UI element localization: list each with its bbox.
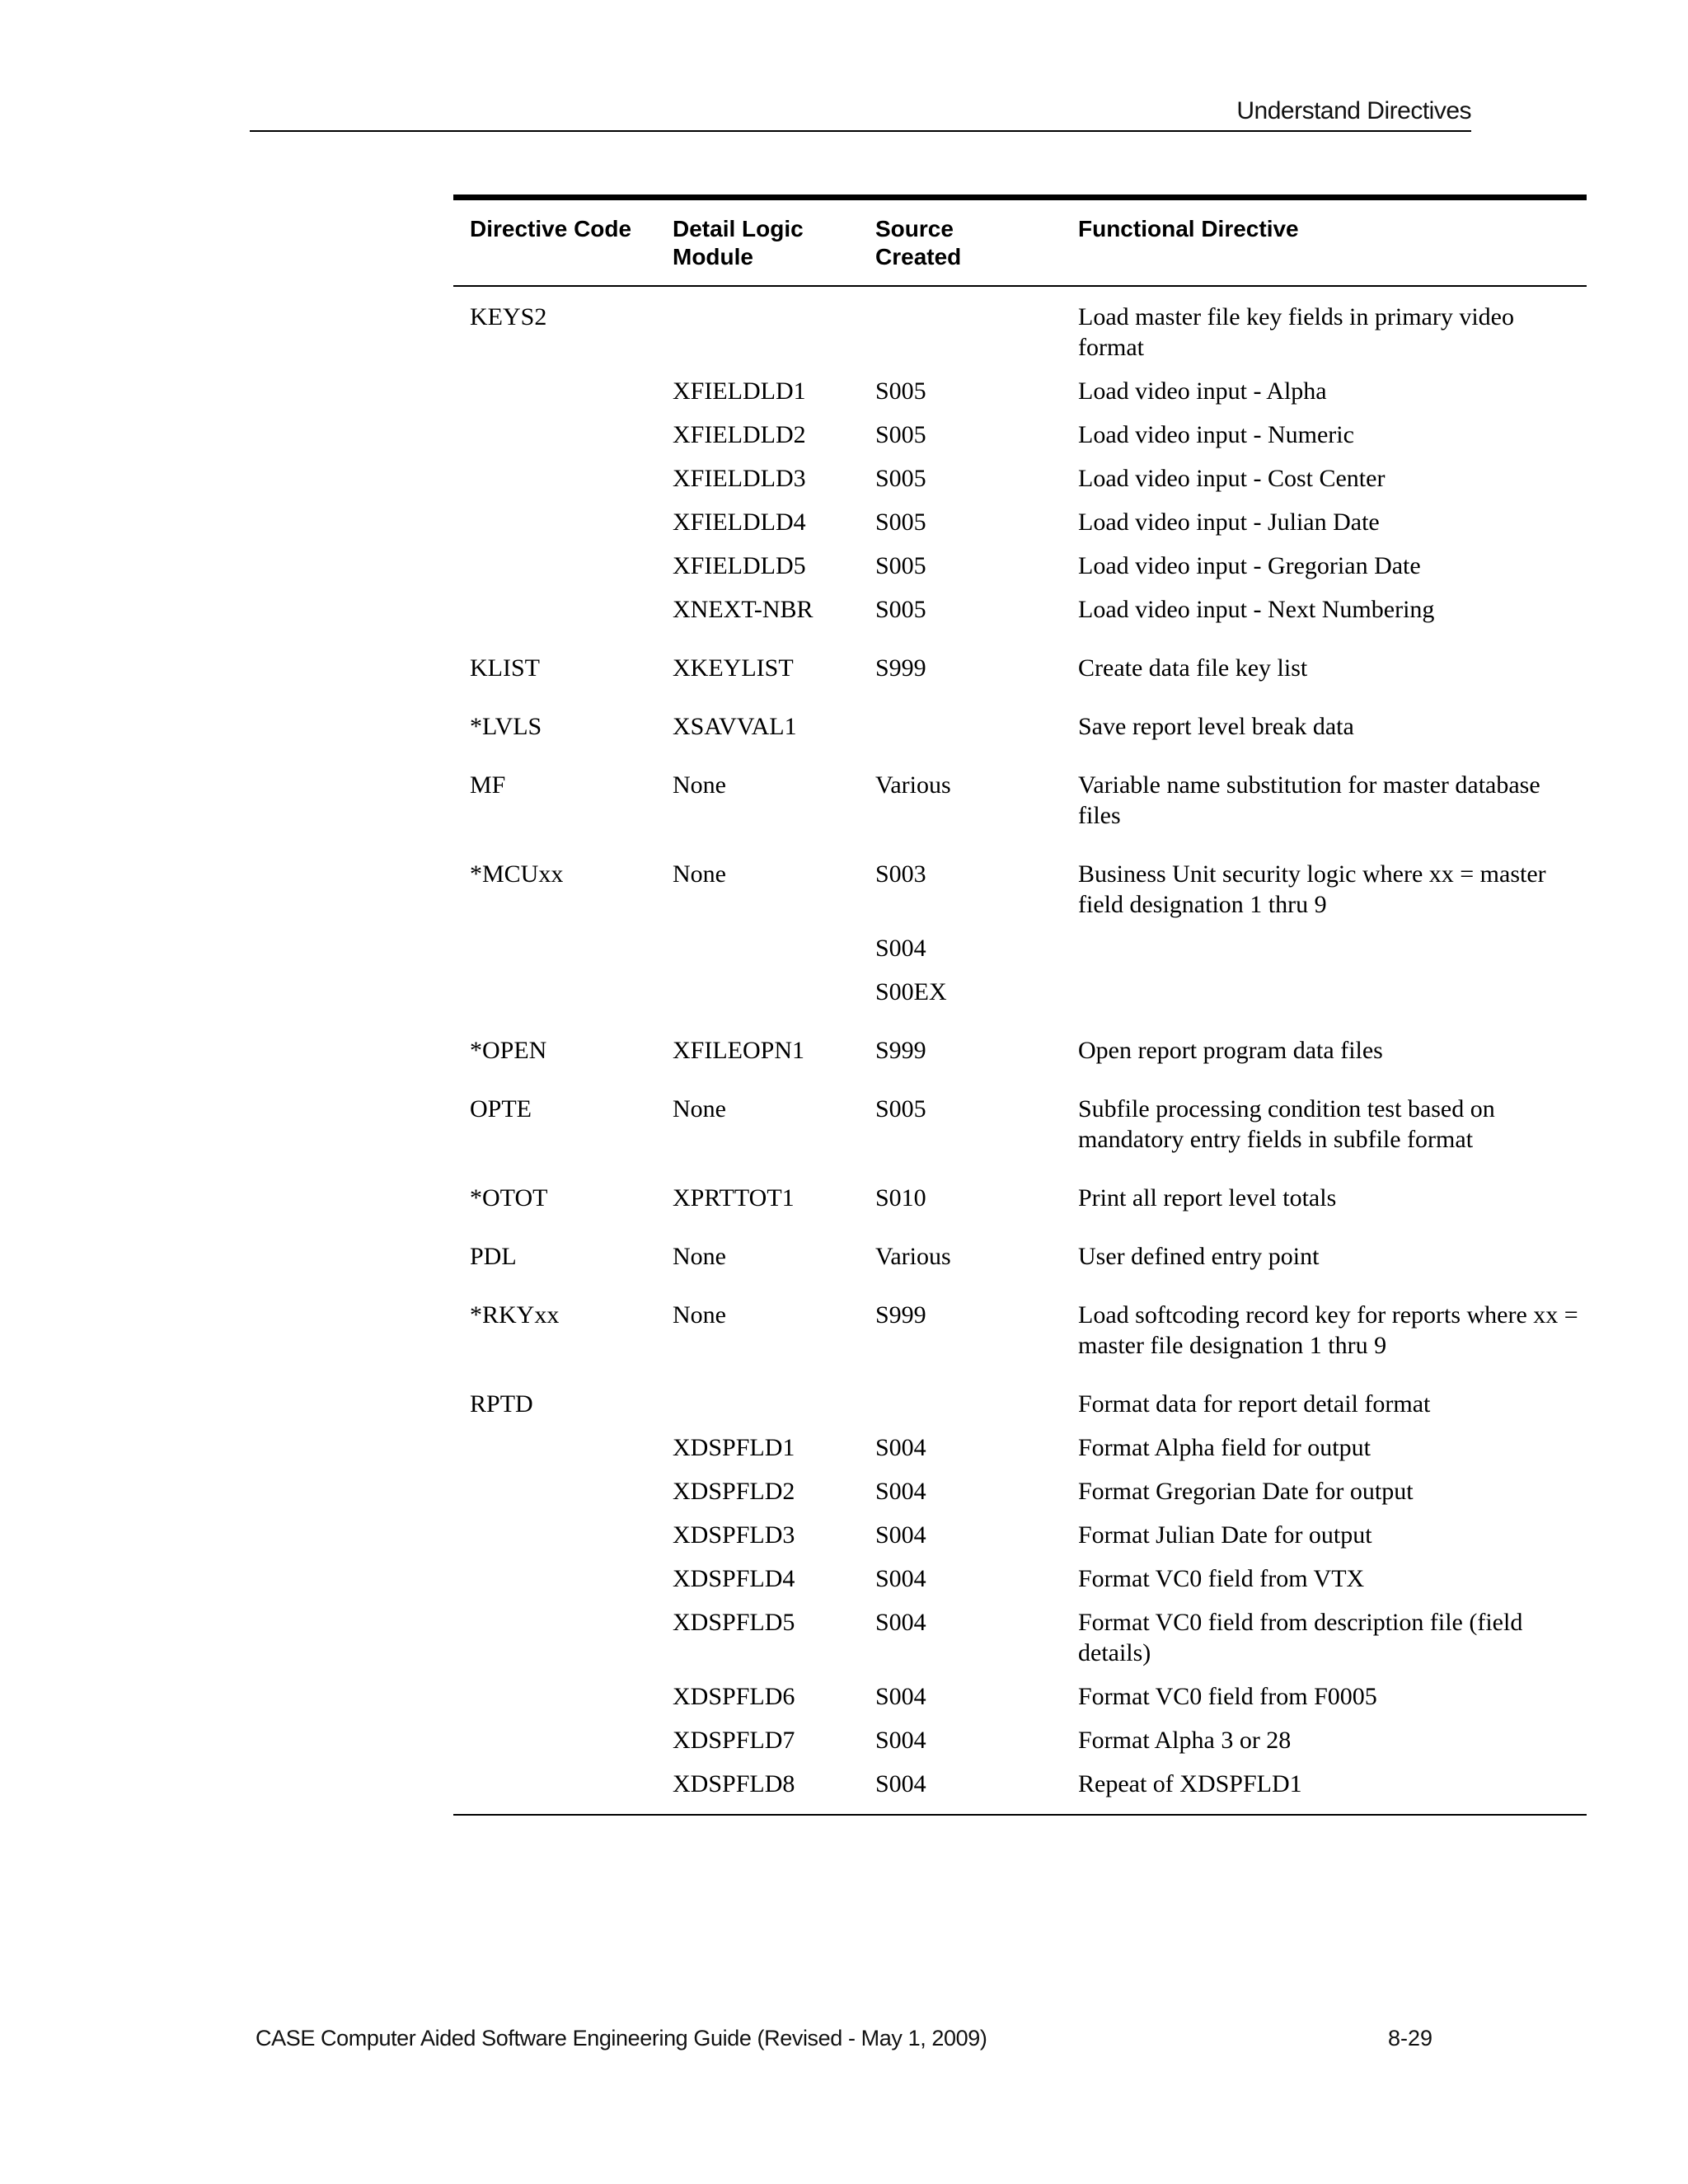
cell-source-created: Various bbox=[875, 771, 951, 799]
cell-detail-logic-module: XDSPFLD8 bbox=[673, 1770, 795, 1797]
table-row bbox=[453, 933, 1587, 963]
cell-source-created: S999 bbox=[875, 1301, 926, 1329]
cell-functional-directive: Format Alpha field for output bbox=[1078, 1434, 1371, 1461]
cell-detail-logic-module: XDSPFLD6 bbox=[673, 1683, 795, 1710]
table-row bbox=[453, 859, 1587, 920]
table-body bbox=[453, 302, 1587, 1799]
cell-detail-logic-module: XFIELDLD5 bbox=[673, 552, 806, 579]
table-row bbox=[453, 977, 1587, 1007]
cell-source-created: S004 bbox=[875, 1770, 926, 1797]
cell-source-created: S005 bbox=[875, 1095, 926, 1122]
table-bottom-rule bbox=[453, 1814, 1587, 1816]
directives-table bbox=[453, 194, 1587, 1816]
cell-source-created: S004 bbox=[875, 1565, 926, 1592]
table-row bbox=[453, 1607, 1587, 1668]
cell-detail-logic-module: None bbox=[673, 860, 726, 888]
cell-functional-directive: Load video input - Numeric bbox=[1078, 421, 1354, 448]
cell-source-created: S005 bbox=[875, 509, 926, 536]
cell-detail-logic-module: XFIELDLD4 bbox=[673, 509, 806, 536]
cell-source-created: S005 bbox=[875, 465, 926, 492]
header-source-created: Source Created bbox=[875, 216, 962, 269]
cell-directive-code: PDL bbox=[470, 1243, 517, 1270]
cell-functional-directive: Load video input - Gregorian Date bbox=[1078, 552, 1421, 579]
cell-functional-directive: Repeat of XDSPFLD1 bbox=[1078, 1770, 1302, 1797]
cell-detail-logic-module: XSAVVAL1 bbox=[673, 713, 797, 740]
cell-detail-logic-module: XFIELDLD3 bbox=[673, 465, 806, 492]
table-row bbox=[453, 551, 1587, 581]
table-row bbox=[453, 1520, 1587, 1550]
table-row bbox=[453, 419, 1587, 450]
cell-directive-code: RPTD bbox=[470, 1390, 533, 1418]
cell-detail-logic-module: XDSPFLD2 bbox=[673, 1478, 795, 1505]
table-row bbox=[453, 1681, 1587, 1712]
cell-functional-directive: Create data file key list bbox=[1078, 654, 1308, 682]
cell-detail-logic-module: XDSPFLD1 bbox=[673, 1434, 795, 1461]
cell-functional-directive: Format data for report detail format bbox=[1078, 1390, 1431, 1418]
running-header: Understand Directives bbox=[1236, 97, 1471, 124]
cell-directive-code: *LVLS bbox=[470, 713, 542, 740]
header-functional-directive: Functional Directive bbox=[1078, 216, 1299, 241]
cell-functional-directive: Format VC0 field from VTX bbox=[1078, 1565, 1365, 1592]
cell-functional-directive: Open report program data files bbox=[1078, 1037, 1383, 1064]
table-row bbox=[453, 770, 1587, 831]
cell-functional-directive: User defined entry point bbox=[1078, 1243, 1320, 1270]
table-row bbox=[453, 1035, 1587, 1066]
footer-guide-title: CASE Computer Aided Software Engineering Guide (Revised - May 1, 2009) bbox=[256, 2026, 987, 2050]
cell-source-created: S003 bbox=[875, 860, 926, 888]
table-row bbox=[453, 1769, 1587, 1799]
table-row bbox=[453, 507, 1587, 537]
cell-source-created: S010 bbox=[875, 1184, 926, 1212]
cell-functional-directive: Format Alpha 3 or 28 bbox=[1078, 1727, 1292, 1754]
cell-detail-logic-module: XFILEOPN1 bbox=[673, 1037, 805, 1064]
table-row bbox=[453, 653, 1587, 683]
header-directive-code: Directive Code bbox=[470, 216, 632, 241]
cell-detail-logic-module: XFIELDLD2 bbox=[673, 421, 806, 448]
cell-source-created: Various bbox=[875, 1243, 951, 1270]
cell-directive-code: KEYS2 bbox=[470, 303, 547, 330]
cell-functional-directive: Load master file key fields in primary video format bbox=[1078, 303, 1514, 361]
table-row bbox=[453, 463, 1587, 494]
cell-functional-directive: Load video input - Next Numbering bbox=[1078, 596, 1435, 623]
header-rule bbox=[250, 130, 1471, 132]
cell-functional-directive: Print all report level totals bbox=[1078, 1184, 1337, 1212]
cell-functional-directive: Save report level break data bbox=[1078, 713, 1354, 740]
cell-source-created: S999 bbox=[875, 654, 926, 682]
cell-detail-logic-module: XKEYLIST bbox=[673, 654, 794, 682]
cell-detail-logic-module: None bbox=[673, 1095, 726, 1122]
cell-functional-directive: Load softcoding record key for reports where xx = master file designation 1 thru 9 bbox=[1078, 1301, 1578, 1359]
cell-detail-logic-module: XDSPFLD5 bbox=[673, 1609, 795, 1636]
cell-detail-logic-module: None bbox=[673, 771, 726, 799]
cell-detail-logic-module: None bbox=[673, 1243, 726, 1270]
table-row bbox=[453, 1563, 1587, 1594]
cell-functional-directive: Variable name substitution for master database files bbox=[1078, 771, 1540, 829]
cell-detail-logic-module: XNEXT-NBR bbox=[673, 596, 814, 623]
cell-source-created: S004 bbox=[875, 1727, 926, 1754]
cell-functional-directive: Format Gregorian Date for output bbox=[1078, 1478, 1414, 1505]
cell-functional-directive: Load video input - Alpha bbox=[1078, 377, 1327, 405]
cell-detail-logic-module: XDSPFLD7 bbox=[673, 1727, 795, 1754]
cell-source-created: S004 bbox=[875, 1478, 926, 1505]
table-header-rule bbox=[453, 285, 1587, 287]
cell-directive-code: KLIST bbox=[470, 654, 540, 682]
table-row bbox=[453, 1725, 1587, 1755]
cell-source-created: S005 bbox=[875, 421, 926, 448]
cell-detail-logic-module: None bbox=[673, 1301, 726, 1329]
cell-directive-code: *MCUxx bbox=[470, 860, 564, 888]
cell-directive-code: MF bbox=[470, 771, 506, 799]
cell-functional-directive: Load video input - Julian Date bbox=[1078, 509, 1380, 536]
cell-functional-directive: Format Julian Date for output bbox=[1078, 1521, 1372, 1549]
cell-source-created: S999 bbox=[875, 1037, 926, 1064]
footer-page-number: 8-29 bbox=[1388, 2026, 1433, 2050]
table-row bbox=[453, 711, 1587, 742]
header-detail-logic-module: Detail Logic Module bbox=[673, 216, 804, 269]
cell-directive-code: *OTOT bbox=[470, 1184, 548, 1212]
table-row bbox=[453, 1300, 1587, 1361]
cell-functional-directive: Load video input - Cost Center bbox=[1078, 465, 1386, 492]
table-row bbox=[453, 1241, 1587, 1272]
table-top-rule bbox=[453, 194, 1587, 200]
table-row bbox=[453, 302, 1587, 363]
cell-source-created: S004 bbox=[875, 1521, 926, 1549]
cell-functional-directive: Format VC0 field from description file (field details) bbox=[1078, 1609, 1523, 1666]
table-row bbox=[453, 1183, 1587, 1213]
cell-detail-logic-module: XDSPFLD4 bbox=[673, 1565, 795, 1592]
cell-source-created: S005 bbox=[875, 552, 926, 579]
cell-functional-directive: Subfile processing condition test based on mandatory entry fields in subfile format bbox=[1078, 1095, 1495, 1153]
cell-detail-logic-module: XFIELDLD1 bbox=[673, 377, 806, 405]
cell-source-created: S005 bbox=[875, 596, 926, 623]
table-row bbox=[453, 376, 1587, 406]
cell-directive-code: OPTE bbox=[470, 1095, 532, 1122]
cell-source-created: S005 bbox=[875, 377, 926, 405]
cell-directive-code: *RKYxx bbox=[470, 1301, 560, 1329]
cell-detail-logic-module: XDSPFLD3 bbox=[673, 1521, 795, 1549]
cell-source-created: S004 bbox=[875, 1683, 926, 1710]
table-row bbox=[453, 594, 1587, 625]
table-row bbox=[453, 1094, 1587, 1155]
cell-directive-code: *OPEN bbox=[470, 1037, 547, 1064]
table-row bbox=[453, 1476, 1587, 1507]
cell-functional-directive: Format VC0 field from F0005 bbox=[1078, 1683, 1377, 1710]
table-row bbox=[453, 1389, 1587, 1419]
table-header-row bbox=[453, 200, 1587, 283]
cell-source-created: S004 bbox=[875, 1609, 926, 1636]
cell-detail-logic-module: XPRTTOT1 bbox=[673, 1184, 795, 1212]
cell-source-created: S004 bbox=[875, 935, 926, 962]
table-row bbox=[453, 1432, 1587, 1463]
cell-functional-directive: Business Unit security logic where xx = master field designation 1 thru 9 bbox=[1078, 860, 1546, 918]
cell-source-created: S00EX bbox=[875, 978, 947, 1005]
cell-source-created: S004 bbox=[875, 1434, 926, 1461]
